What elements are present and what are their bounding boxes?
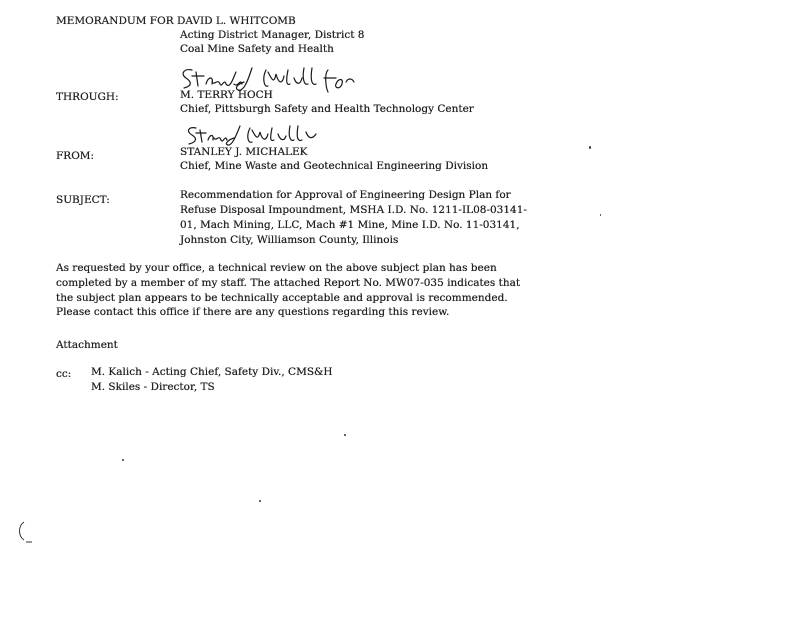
subject-label: SUBJECT: — [56, 194, 110, 206]
scan-mark — [14, 518, 38, 546]
body-line: As requested by your office, a technical review on the above subject plan has been — [56, 262, 497, 274]
scan-speck — [344, 434, 346, 436]
recipient-title: Acting District Manager, District 8 — [180, 29, 365, 41]
body-line: the subject plan appears to be technically acceptable and approval is recommended. — [56, 292, 508, 304]
subject-line: 01, Mach Mining, LLC, Mach #1 Mine, Mine I.D. No. 11-03141, — [180, 219, 520, 231]
scan-speck — [589, 146, 591, 149]
subject-line: Recommendation for Approval of Engineering Design Plan for — [180, 189, 511, 201]
through-name: M. TERRY HOCH — [180, 89, 273, 101]
cc-label: cc: — [56, 368, 72, 380]
cc-recipient: M. Skiles - Director, TS — [91, 381, 215, 393]
from-label: FROM: — [56, 150, 95, 162]
memorandum-to-line: MEMORANDUM FOR DAVID L. WHITCOMB — [56, 15, 296, 27]
through-title: Chief, Pittsburgh Safety and Health Technology Center — [180, 103, 474, 115]
attachment-label: Attachment — [56, 339, 118, 351]
from-title: Chief, Mine Waste and Geotechnical Engineering Division — [180, 160, 489, 172]
body-line: Please contact this office if there are any questions regarding this review. — [56, 306, 450, 318]
from-name: STANLEY J. MICHALEK — [180, 146, 308, 158]
scan-speck — [259, 500, 261, 502]
through-label: THROUGH: — [56, 91, 119, 103]
body-line: completed by a member of my staff. The attached Report No. MW07-035 indicates that — [56, 277, 521, 289]
scan-speck — [122, 459, 124, 461]
scan-speck — [600, 214, 601, 216]
cc-recipient: M. Kalich - Acting Chief, Safety Div., CMS&H — [91, 366, 333, 378]
recipient-organization: Coal Mine Safety and Health — [180, 43, 334, 55]
subject-line: Johnston City, Williamson County, Illinois — [180, 234, 399, 246]
subject-line: Refuse Disposal Impoundment, MSHA I.D. No. 1211-IL08-03141- — [180, 204, 527, 216]
